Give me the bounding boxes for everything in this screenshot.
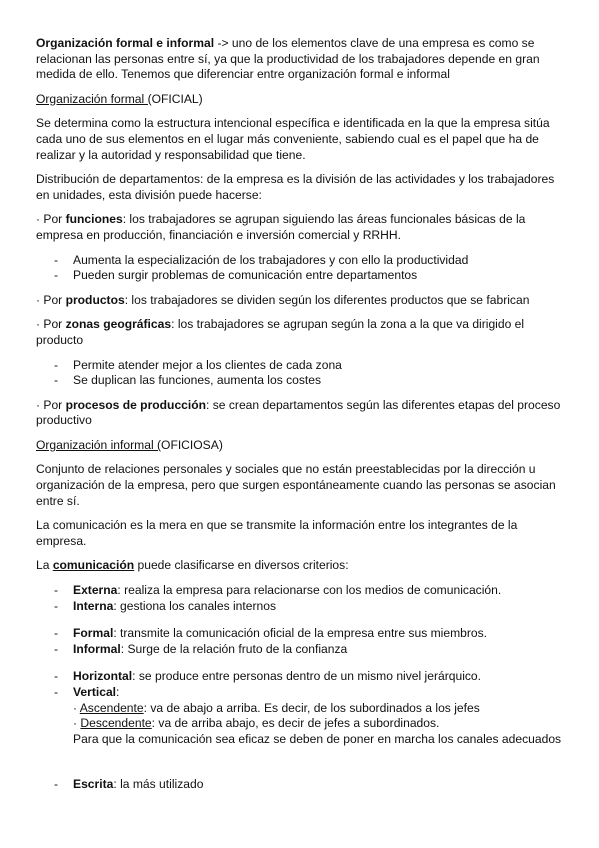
communication-criteria (36, 558, 565, 574)
externa-label: Externa (73, 583, 118, 598)
descendente-text: : va de arriba abajo, es decir de jefes a subordinados. (151, 716, 440, 731)
intro-paragraph (36, 36, 565, 83)
list-item (36, 583, 565, 599)
zonas-list (36, 358, 565, 389)
intro-text: -> uno de los elementos clave de una empresa es como se relacionan las personas entre sí, ya que la productividad de los trabajadores depende en gran medida de ello. Tenemos que diferenciar entre organización formal e informal (36, 36, 540, 82)
list-item (36, 777, 565, 793)
funciones-list (36, 253, 565, 284)
zonas-label: zonas geográficas (65, 317, 172, 332)
formal-text: : transmite la comunicación oficial de la empresa entre sus miembros. (113, 626, 488, 641)
direction-list (36, 669, 565, 700)
bullet-prefix: · Por (36, 212, 66, 227)
list-item (36, 599, 565, 615)
vertical-note: Para que la comunicación sea eficaz se deben de poner en marcha los canales adecuados (73, 731, 562, 746)
dash-marker: - (54, 777, 59, 792)
informal-definition: Conjunto de relaciones personales y sociales que no están preestablecidas por la dirección u organización de la empresa, pero que surgen espontáneamente cuando las personas se asocian entre sí. (36, 462, 556, 508)
procesos-text: : se crean departamentos según las diferentes etapas del proceso productivo (36, 397, 561, 428)
bullet-prefix: · Por (36, 292, 66, 307)
externa-interna-list (36, 583, 565, 614)
informal-heading (36, 438, 565, 454)
list-item (36, 373, 565, 389)
sub-bullet: · (73, 700, 80, 715)
ascendente-line (36, 701, 565, 717)
funciones-paragraph (36, 212, 565, 243)
informal-text: : Surge de la relación fruto de la confianza (120, 641, 348, 656)
formal-definition: Se determina como la estructura intencional específica e identificada en la que la empresa sitúa cada uno de sus elementos en el lugar más conveniente, sabiendo cual es el papel que ha de realizar y la autoridad y responsabilidad que tiene. (36, 116, 550, 162)
spacer (36, 747, 565, 777)
formal-label: Formal (73, 626, 114, 641)
dash-marker: - (54, 641, 59, 656)
dash-marker: - (54, 583, 59, 598)
dash-marker: - (54, 598, 59, 613)
list-item-text: Pueden surgir problemas de comunicación entre departamentos (73, 268, 418, 283)
dash-marker: - (54, 268, 59, 283)
bullet-prefix: · Por (36, 317, 66, 332)
list-item (36, 253, 565, 269)
formal-heading-rest: OFICIAL) (151, 91, 203, 106)
informal-label: Informal (73, 641, 121, 656)
list-item (36, 358, 565, 374)
dash-marker: - (54, 626, 59, 641)
sub-bullet: · (73, 716, 81, 731)
escrita-label: Escrita (73, 777, 114, 792)
spacer (36, 614, 565, 626)
formal-informal-list (36, 626, 565, 657)
horizontal-label: Horizontal (73, 669, 133, 684)
procesos-label: procesos de producción (65, 397, 207, 412)
informal-heading-underlined: Organización informal ( (36, 437, 162, 452)
procesos-paragraph (36, 398, 565, 429)
descendente-label: Descendente (80, 716, 152, 731)
list-item (36, 685, 565, 701)
ascendente-label: Ascendente (79, 700, 144, 715)
informal-heading-rest: OFICIOSA) (161, 437, 223, 452)
escrita-list (36, 777, 565, 793)
formal-heading (36, 92, 565, 108)
dash-marker: - (54, 373, 59, 388)
formal-heading-underlined: Organización formal ( (36, 91, 152, 106)
dash-marker: - (54, 669, 59, 684)
list-item-text: Aumenta la especialización de los trabajadores y con ello la productividad (73, 252, 469, 267)
list-item (36, 268, 565, 284)
dash-marker: - (54, 685, 59, 699)
escrita-text: : la más utilizado (113, 777, 204, 792)
comunicacion-label: comunicación (52, 558, 135, 573)
funciones-label: funciones (65, 212, 123, 227)
criteria-prefix: La (36, 558, 53, 573)
productos-label: productos (65, 292, 125, 307)
interna-label: Interna (73, 598, 114, 613)
interna-text: : gestiona los canales internos (113, 598, 277, 613)
intro-title: Organización formal e informal (36, 36, 215, 50)
productos-paragraph (36, 293, 565, 309)
list-item-text: Permite atender mejor a los clientes de cada zona (73, 357, 342, 372)
communication-definition: La comunicación es la mera en que se transmite la información entre los integrantes de la empresa. (36, 518, 518, 548)
bullet-prefix: · Por (36, 397, 66, 412)
externa-text: : realiza la empresa para relacionarse con los medios de comunicación. (117, 583, 502, 598)
zonas-text: : los trabajadores se agrupan según la zona a la que va dirigido el producto (36, 317, 525, 347)
vertical-label: Vertical (73, 685, 117, 699)
dash-marker: - (54, 252, 59, 267)
horizontal-text: : se produce entre personas dentro de un mismo nivel jerárquico. (132, 669, 482, 684)
list-item (36, 626, 565, 642)
descendente-line (36, 716, 565, 732)
departments-intro: Distribución de departamentos: de la empresa es la división de las actividades y los trabajadores en unidades, esta división puede hacerse: (36, 172, 555, 202)
productos-text: : los trabajadores se dividen según los diferentes productos que se fabrican (124, 292, 530, 307)
list-item (36, 669, 565, 685)
list-item-text: Se duplican las funciones, aumenta los costes (73, 373, 322, 388)
ascendente-text: : va de abajo a arriba. Es decir, de los subordinados a los jefes (143, 700, 480, 715)
zonas-paragraph (36, 317, 565, 348)
spacer (36, 657, 565, 669)
list-item (36, 642, 565, 658)
criteria-text: puede clasificarse en diversos criterios: (134, 558, 349, 573)
dash-marker: - (54, 357, 59, 372)
funciones-text: : los trabajadores se agrupan siguiendo las áreas funcionales básicas de la empresa en producción, financiación e inversión comercial y RRHH. (36, 212, 526, 242)
vertical-text: : (116, 685, 120, 699)
